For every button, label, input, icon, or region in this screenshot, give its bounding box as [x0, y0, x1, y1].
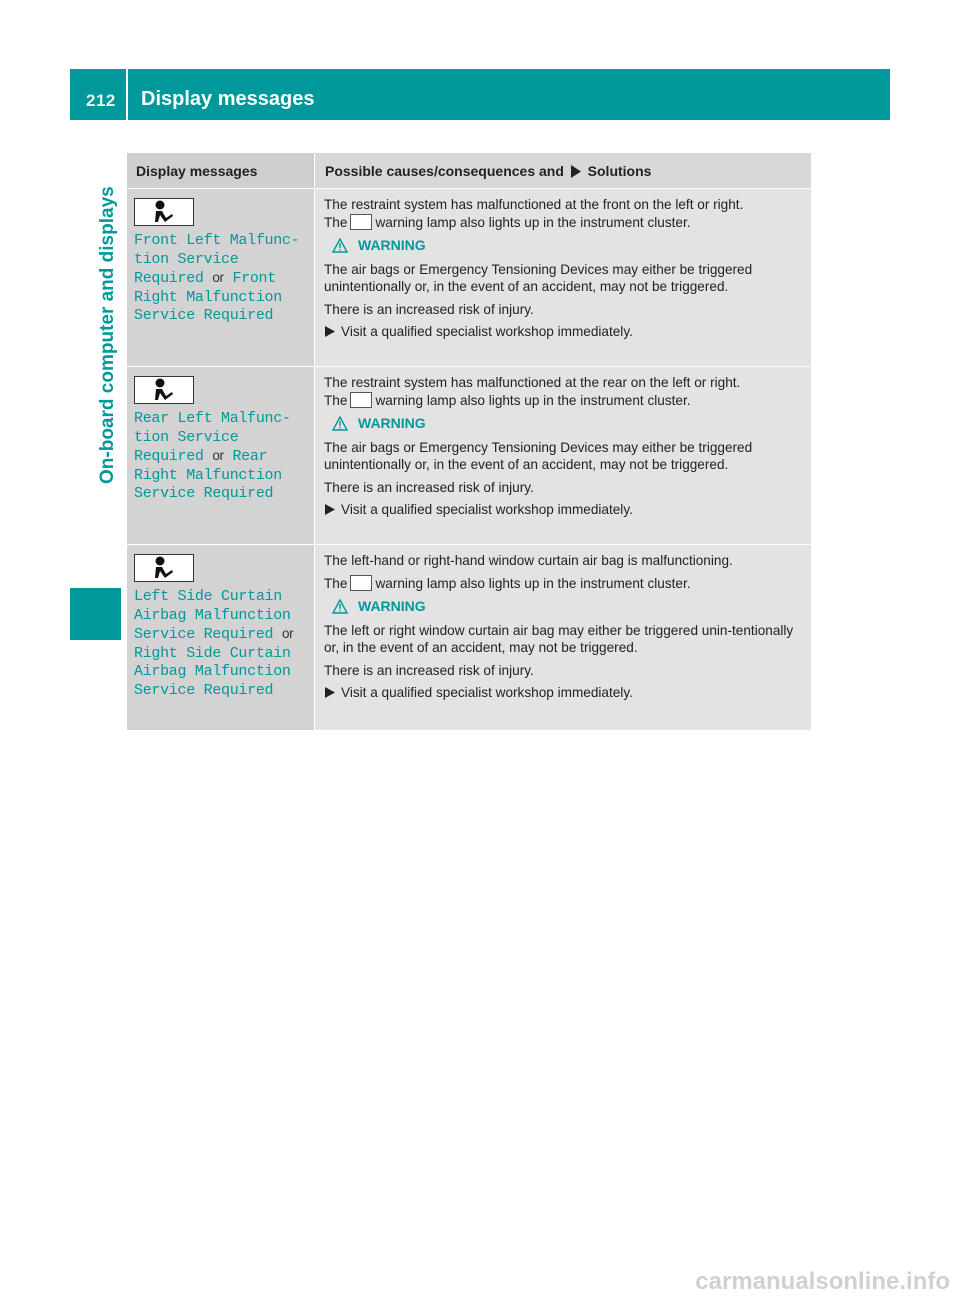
col-header-causes [314, 153, 811, 188]
lamp-post: warning lamp also lights up in the instrument cluster. [375, 392, 691, 408]
lamp-pre: The [324, 214, 348, 230]
warning-text: The left or right window curtain air bag may either be triggered unin-tentionally or, in the event of an accident, may not be triggered. [324, 622, 794, 655]
arrow-right-icon [324, 504, 336, 515]
warning-text: The air bags or Emergency Tensioning Devices may either be triggered unintentionally or, in the event of an accident, may not be triggered. [324, 439, 753, 472]
solution-cell [314, 189, 811, 366]
or-text: or [212, 270, 224, 285]
message-text [134, 232, 314, 326]
lamp-pre: The [324, 392, 348, 408]
msg-line: Service Required [134, 307, 274, 324]
msg-line: Required [134, 270, 204, 287]
lamp-text [324, 575, 805, 593]
risk-text: There is an increased risk of injury. [324, 301, 534, 317]
action-text: Visit a qualified specialist workshop immediately. [341, 685, 633, 700]
col-header-causes-text: Possible causes/consequences and [325, 163, 564, 179]
message-text [134, 410, 314, 504]
action-item [324, 323, 805, 341]
msg-line: Airbag Malfunction [134, 606, 291, 624]
table-row [127, 544, 811, 730]
action-text: Visit a qualified specialist workshop immediately. [341, 324, 633, 339]
msg-line: Service Required [134, 485, 274, 502]
msg-line: Right Side Curtain [134, 644, 291, 662]
action-text: Visit a qualified specialist workshop immediately. [341, 502, 633, 517]
warning-label: WARNING [358, 237, 426, 253]
warning-heading [332, 415, 805, 433]
airbag-lamp-icon [350, 575, 372, 591]
warning-heading [332, 237, 805, 255]
lamp-text [324, 392, 805, 410]
header-bar [70, 69, 890, 120]
side-tab-label: On-board computer and displays [97, 186, 118, 484]
airbag-lamp-icon [350, 392, 372, 408]
msg-line: Rear [232, 448, 268, 465]
cause-text: The restraint system has malfunctioned at the front on the left or right. [324, 197, 744, 212]
message-cell [127, 545, 314, 730]
arrow-right-icon [324, 326, 336, 337]
watermark: carmanualsonline.info [695, 1268, 950, 1295]
risk-text: There is an increased risk of injury. [324, 662, 534, 678]
warning-triangle-icon [332, 599, 348, 614]
solution-cell [314, 367, 811, 544]
page-number: 212 [86, 91, 116, 110]
airbag-warning-icon [134, 554, 194, 582]
cause-text: The restraint system has malfunctioned at the rear on the left or right. [324, 375, 741, 390]
warning-heading [332, 598, 805, 616]
msg-line: Airbag Malfunction [134, 663, 291, 680]
warning-text: The air bags or Emergency Tensioning Devices may either be triggered unintentionally or, in the event of an accident, may not be triggered. [324, 261, 753, 294]
msg-line: Front [232, 270, 276, 287]
lamp-post: warning lamp also lights up in the instrument cluster. [375, 575, 691, 591]
lamp-text [324, 214, 805, 232]
solution-cell [314, 545, 811, 730]
or-text: or [212, 448, 224, 463]
message-cell [127, 367, 314, 544]
msg-line: Front Left Malfunc- [134, 232, 300, 249]
airbag-warning-icon [134, 376, 194, 404]
airbag-lamp-icon [350, 214, 372, 230]
cause-text: The left-hand or right-hand window curtain air bag is malfunctioning. [324, 553, 733, 568]
action-item [324, 501, 805, 519]
warning-triangle-icon [332, 416, 348, 431]
msg-line: Service Required [134, 626, 274, 643]
msg-line: tion Service [134, 428, 239, 446]
arrow-right-icon [324, 687, 336, 698]
action-item [324, 684, 805, 702]
side-tab [70, 120, 121, 640]
msg-line: tion Service [134, 250, 239, 268]
msg-line: Left Side Curtain [134, 588, 282, 605]
table-header [127, 153, 811, 188]
lamp-post: warning lamp also lights up in the instrument cluster. [375, 214, 691, 230]
page-title: Display messages [141, 88, 315, 110]
arrow-right-icon [570, 165, 582, 178]
message-cell [127, 189, 314, 366]
message-text [134, 588, 314, 700]
table-row [127, 188, 811, 366]
col-header-solutions-text: Solutions [587, 163, 652, 179]
lamp-pre: The [324, 575, 348, 591]
msg-line: Service Required [134, 681, 274, 699]
display-messages-table [127, 153, 811, 730]
warning-label: WARNING [358, 598, 426, 614]
warning-label: WARNING [358, 415, 426, 431]
risk-text: There is an increased risk of injury. [324, 479, 534, 495]
msg-line: Required [134, 448, 204, 465]
warning-triangle-icon [332, 238, 348, 253]
airbag-warning-icon [134, 198, 194, 226]
table-row [127, 366, 811, 544]
msg-line: Right Malfunction [134, 466, 282, 484]
side-tab-marker [70, 588, 121, 640]
msg-line: Right Malfunction [134, 288, 282, 306]
msg-line: Rear Left Malfunc- [134, 410, 291, 427]
or-text: or [281, 626, 294, 641]
col-header-messages: Display messages [127, 153, 314, 188]
